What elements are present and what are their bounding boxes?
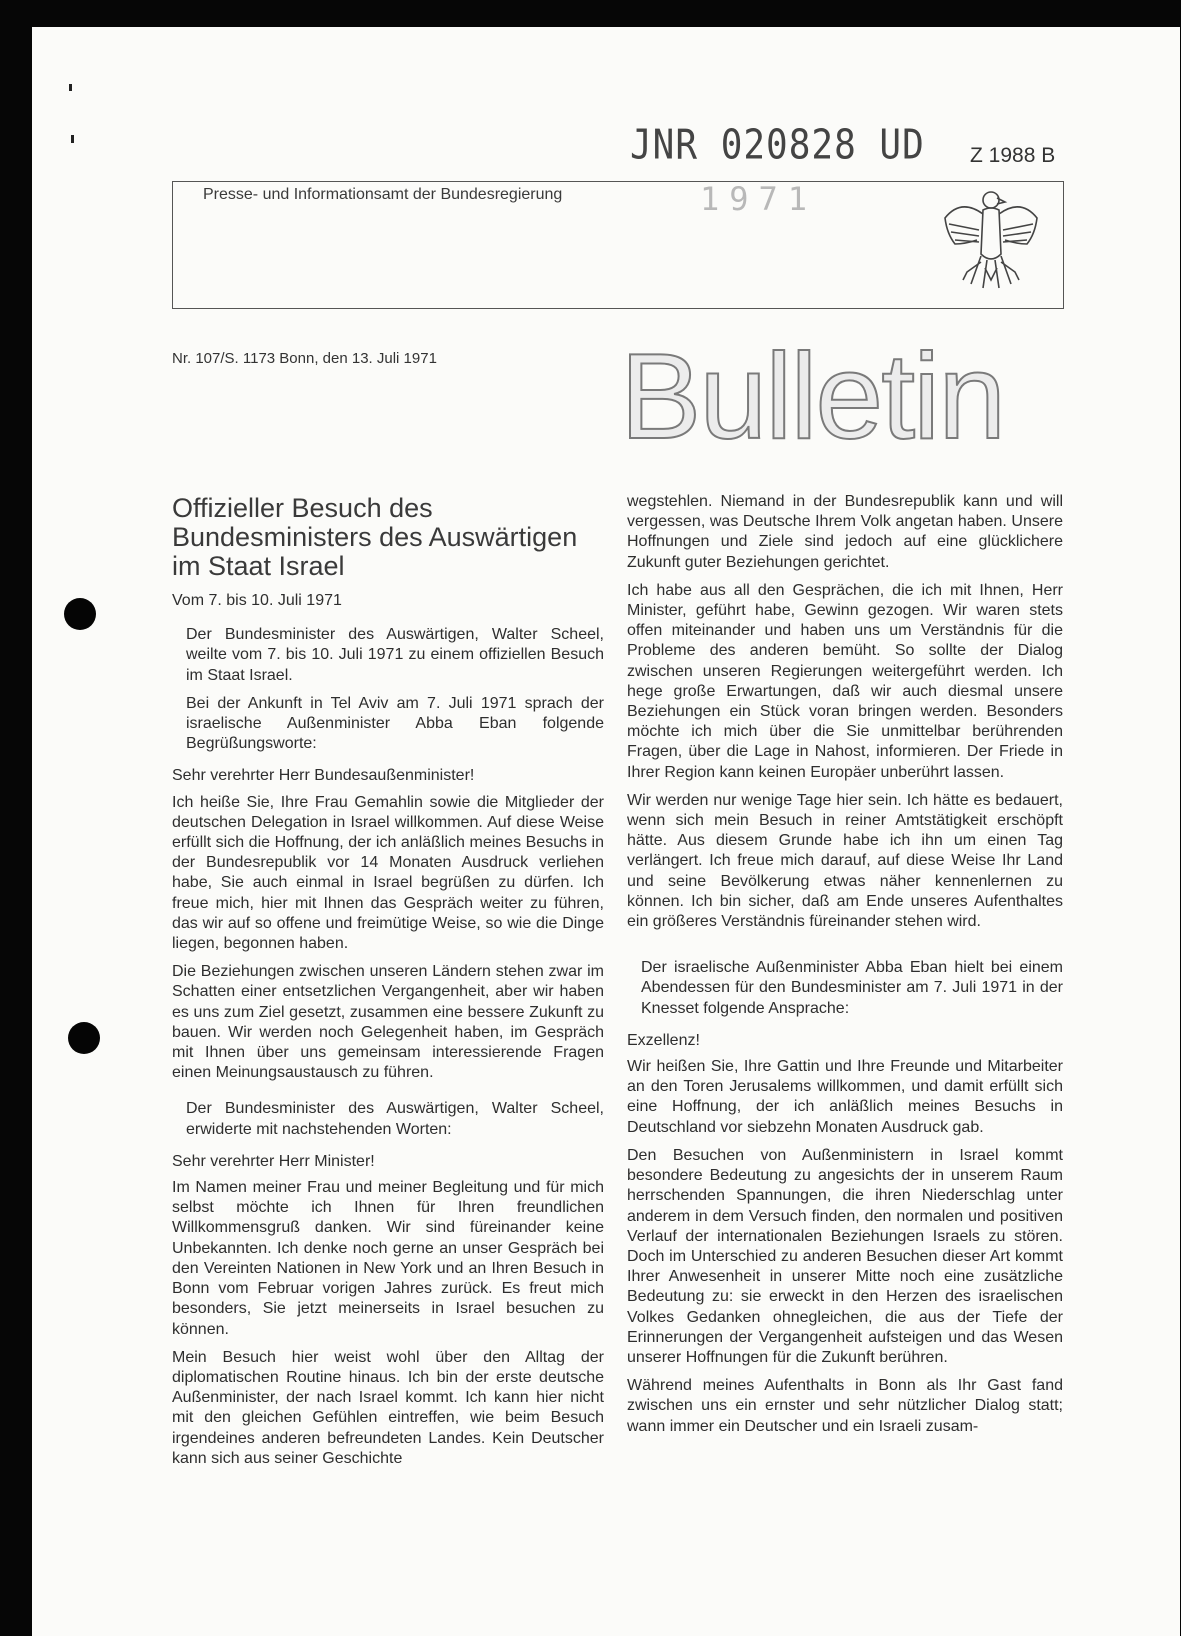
issue-line: Nr. 107/S. 1173 Bonn, den 13. Juli 1971 [172,350,437,367]
punch-hole-bottom [68,1022,100,1054]
reference-number: Z 1988 B [970,144,1056,167]
body-paragraph: Ich heiße Sie, Ihre Frau Gemahlin sowie die Mitglieder der deutschen Delegation in Israel willkommen. Auf diese Weise erfüllt sich die Hoffnung, der ich anläßlich meines Besuchs in der Bundesrepublik vor 14 Monaten Ausdruck verliehen habe, Sie auch einmal in Israel begrüßen zu dürfen. Ich freue mich, hier mit Ihnen das Gespräch weiter zu führen, das wir auf so offene und freimütige Weise, so wie die Dinge liegen, begonnen haben. [172,793,604,953]
journal-number-stamp: JNR 020828 UD [630,121,925,170]
margin-mark [69,84,72,91]
body-paragraph: Mein Besuch hier weist wohl über den Alltag der diplomatischen Routine hinaus. Ich bin der erste deutsche Außenminister, der nach Israel kommt. Ich kann hier nicht mit den gleichen Gefühlen eintreffen, wie beim Besuch irgendeines anderen befreundeten Landes. Kein Deutscher kann sich aus seiner Geschichte [172,1348,604,1467]
salutation: Sehr verehrter Herr Bundesaußenminister! [172,767,475,785]
intro-paragraph: Der Bundesminister des Auswärtigen, Walter Scheel, weilte vom 7. bis 10. Juli 1971 zu einem offiziellen Besuch im Staat Israel. [186,626,604,684]
salutation: Exzellenz! [627,1031,700,1049]
body-paragraph: Die Beziehungen zwischen unseren Ländern stehen zwar im Schatten einer entsetzlichen Vergangenheit, aber wir haben es uns zum Ziel gesetzt, zusammen eine bessere Zukunft zu bauen. Wir werden noch Gelegenheit haben, im Gespräch mit Ihnen über uns gemeinsam interessierende Fragen einen Meinungsaustausch zu führen. [172,963,604,1082]
body-paragraph: Den Besuchen von Außenministern in Israel kommt besondere Bedeutung zu angesichts der in unserem Raum herrschenden Spannungen, die ihren Niederschlag unter anderem in dem Versuch finden, den normalen und positiven Verlauf der internationalen Beziehungen Israels zu stören. Doch im Unterschied zu anderen Besuchen dieser Art kommt Ihrer Anwesenheit in unserer Mitte noch eine zusätzliche Bedeutung zu: sie erweckt in den Herzen des israelischen Volkes Gedanken ohnegleichen, die aus der Tiefe der Erinnerungen der Vergangenheit aufsteigen und das Wesen unserer Hoffnungen für die Zukunft berühren. [627,1146,1063,1366]
salutation: Sehr verehrter Herr Minister! [172,1152,375,1170]
margin-mark [71,135,74,143]
masthead-title: Bulletin [620,328,1005,464]
body-paragraph: Ich habe aus all den Gesprächen, die ich mit Ihnen, Herr Minister, geführt habe, Gewinn gezogen. Wir waren stets offen miteinander und haben uns um Verständnis für die Probleme des anderen bemüht. So sollte der Dialog zwischen unseren Regierungen weitergeführt werden. Ich hege große Erwartungen, daß wir auch diesmal unsere Beziehungen ein Stück voran bringen werden. Besonders möchte ich mich über die Sie unmittelbar berührenden Fragen, über die Lage in Nahost, informieren. Der Friede in Ihrer Region kann keinen Europäer unberührt lassen. [627,581,1063,781]
right-column [627,492,1063,1445]
body-paragraph: Während meines Aufenthalts in Bonn als Ihr Gast fand zwischen uns ein ernster und sehr nützlicher Dialog statt; wann immer ein Deutscher und ein Israeli zusam- [627,1377,1063,1435]
intro-paragraph: Der Bundesminister des Auswärtigen, Walter Scheel, erwiderte mit nachstehenden Worten: [186,1100,604,1138]
body-paragraph: Im Namen meiner Frau und meiner Begleitung und für mich selbst möchte ich Ihnen für Ihren freundlichen Willkommensgruß danken. Wir sind füreinander keine Unbekannten. Ich denke noch gerne an unser Gespräch bei den Vereinten Nationen in New York und an Ihren Besuch in Bonn vom Februar vorigen Jahres zurück. Es freut mich besonders, Sie jetzt meinerseits in Israel besuchen zu können. [172,1179,604,1338]
body-paragraph: Wir heißen Sie, Ihre Gattin und Ihre Freunde und Mitarbeiter an den Toren Jerusalems willkommen, und damit erfüllt sich eine Hoffnung, der ich anläßlich meines Besuchs in Deutschland vor siebzehn Monaten Ausdruck gab. [627,1058,1063,1136]
agency-name: Presse- und Informationsamt der Bundesregierung [203,186,563,203]
body-paragraph: wegstehlen. Niemand in der Bundesrepublik kann und will vergessen, was Deutsche Ihrem Volk angetan haben. Unsere Hoffnungen und Ziele sind jedoch auf eine glücklichere Zukunft guter Beziehungen gerichtet. [627,493,1063,571]
dateline: Vom 7. bis 10. Juli 1971 [172,592,342,609]
intro-paragraph: Bei der Ankunft in Tel Aviv am 7. Juli 1971 sprach der israelische Außenminister Abba Eban folgende Begrüßungsworte: [186,694,604,753]
body-paragraph: Wir werden nur wenige Tage hier sein. Ich hätte es bedauert, wenn sich mein Besuch in reiner Amtstätigkeit erschöpft hätte. Aus diesem Grunde habe ich ihn um einen Tag verlängert. Ich freue mich darauf, auf diese Weise Ihr Land und seine Bevölkerung etwas näher kennenlernen zu können. Ich bin sicher, daß am Ende unseres Aufenthaltes ein größeres Verständnis füreinander stehen wird. [627,791,1063,931]
punch-hole-top [64,598,96,630]
year-stamp: 1971 [700,180,818,218]
left-column [172,0,604,1477]
article-title: Offizieller Besuch des Bundesministers des Auswärtigen im Staat Israel [172,493,578,581]
eagle-icon [941,184,1041,302]
intro-paragraph: Der israelische Außenminister Abba Eban hielt bei einem Abendessen für den Bundesminister am 7. Juli 1971 in der Knesset folgende Ansprache: [641,959,1063,1017]
